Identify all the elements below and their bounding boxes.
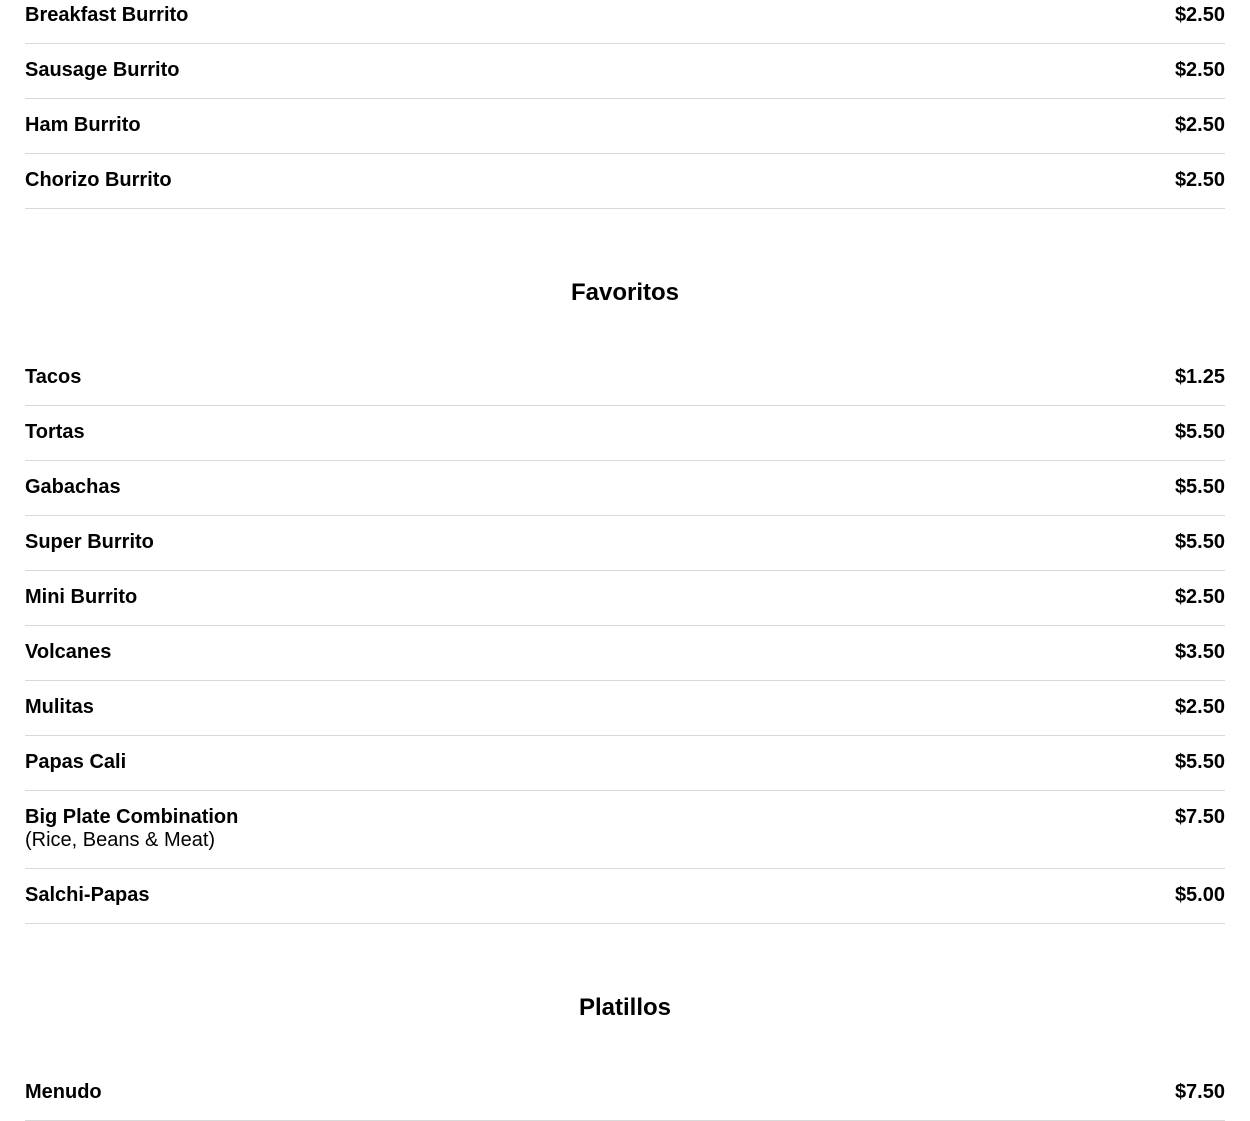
menu-item-price: $7.50 [1174, 1081, 1225, 1103]
menu-item [25, 681, 1225, 736]
menu-item-name: Big Plate Combination [25, 806, 239, 828]
menu-item-price: $5.50 [1174, 421, 1225, 443]
menu-section-platillos [25, 924, 1225, 1121]
menu-item [25, 791, 1225, 869]
menu-item-name: Breakfast Burrito [25, 4, 189, 26]
menu-item-price: $5.00 [1174, 884, 1225, 906]
menu-section-favoritos [25, 209, 1225, 924]
menu-item [25, 461, 1225, 516]
menu-item-name: Ham Burrito [25, 114, 141, 136]
section-title: Favoritos [570, 279, 680, 306]
menu-item [25, 406, 1225, 461]
menu-item [25, 351, 1225, 406]
menu-item-note: (Rice, Beans & Meat) [25, 829, 216, 851]
menu-item-name: Papas Cali [25, 751, 127, 773]
menu-item-price: $5.50 [1174, 531, 1225, 553]
section-title: Platillos [578, 994, 672, 1021]
menu-item-name: Sausage Burrito [25, 59, 180, 81]
menu-item [25, 0, 1225, 44]
menu-item [25, 99, 1225, 154]
menu-item-name: Tacos [25, 366, 82, 388]
menu-item-name: Mini Burrito [25, 586, 138, 608]
menu-section-burritos [25, 0, 1225, 209]
menu-item-price: $2.50 [1174, 696, 1225, 718]
menu-item [25, 154, 1225, 209]
menu-item-price: $2.50 [1174, 586, 1225, 608]
menu-item [25, 44, 1225, 99]
menu-item-name-group [25, 806, 238, 852]
menu-item-name: Menudo [25, 1081, 102, 1103]
menu-item-name: Mulitas [25, 696, 94, 718]
menu-item-price: $3.50 [1174, 641, 1225, 663]
menu-item-price: $2.50 [1174, 59, 1225, 81]
menu-item [25, 571, 1225, 626]
menu-item-price: $7.50 [1174, 806, 1225, 828]
menu-item [25, 736, 1225, 791]
menu-item-price: $2.50 [1174, 114, 1225, 136]
menu-item [25, 626, 1225, 681]
menu-item-price: $2.50 [1174, 169, 1225, 191]
menu-item-name: Tortas [25, 421, 85, 443]
menu-item-name: Super Burrito [25, 531, 154, 553]
menu-item [25, 516, 1225, 571]
menu-item-price: $1.25 [1174, 366, 1225, 388]
menu-item-price: $5.50 [1174, 476, 1225, 498]
menu [25, 0, 1225, 1121]
menu-item-price: $2.50 [1174, 4, 1225, 26]
menu-item-price: $5.50 [1174, 751, 1225, 773]
menu-item [25, 869, 1225, 924]
menu-item-name: Gabachas [25, 476, 121, 498]
menu-item-name: Chorizo Burrito [25, 169, 172, 191]
menu-item-name: Salchi-Papas [25, 884, 150, 906]
menu-item-name: Volcanes [25, 641, 112, 663]
